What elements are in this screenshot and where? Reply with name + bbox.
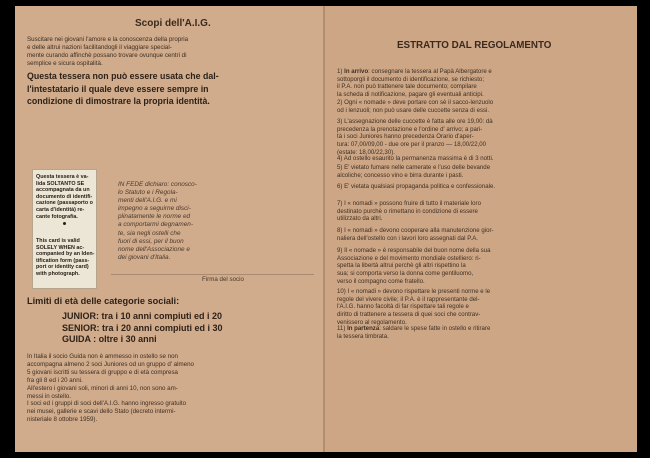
rule-item	[337, 247, 490, 286]
rule-number: 3)	[337, 118, 345, 125]
rule-item	[337, 200, 481, 223]
rule-item	[337, 227, 494, 242]
member-declaration: IN FEDE dichiaro: conosco- lo Statuto e i Regola- menti dell'A.I.G. e mi impegno a seguirne disci- plinatamente le norme ed a comportarmi degnamen- te, sia negli ostelli che fuori di essi, per il buon nome dell'Associazione e dei giovani d'Italia.	[118, 181, 197, 261]
age-categories: JUNIOR: tra i 10 anni compiuti ed i 20 SENIOR: tra i 20 anni compiuti ed i 30 GUIDA : oltre i 30 anni	[62, 311, 223, 344]
bullet-icon	[63, 222, 66, 225]
rule-item	[337, 99, 493, 114]
rule-number: 9)	[337, 247, 345, 254]
rule-text: : consegnare la tessera al Papà Albergatore e sottoporgli il documento di identificazione, se richiesto; il P.A. non può trattenere tale documento; compilare la scheda di notificazione, pagare gli eventuali anticipi.	[337, 68, 492, 99]
rule-item	[337, 325, 490, 340]
rule-lead: In arrivo	[344, 68, 369, 75]
regulations-title: ESTRATTO DAL REGOLAMENTO	[397, 40, 552, 51]
right-page	[325, 6, 637, 452]
rule-number: 1)	[337, 68, 345, 75]
rule-item	[337, 164, 490, 179]
rule-item	[337, 118, 493, 157]
validity-text-english: This card is valid SOLELY WHEN ac- companied by an Iden- tification form (pass- port or identity card) with photograph.	[36, 238, 95, 277]
rule-item	[337, 288, 490, 327]
rule-text: I « nomadi » devono cooperare alla manutenzione gior- naliera dell'ostello con i lavori loro assegnati dal P.A.	[337, 227, 494, 242]
age-limits-title: Limiti di età delle categorie sociali:	[27, 296, 180, 306]
validity-text-italian: Questa tessera è va- lida SOLTANTO SE accompagnata da un documento di identifi- cazione (passaporto o carta d'identità) re- cante fotografia.	[36, 174, 93, 220]
aims-title: Scopi dell'A.I.G.	[135, 18, 211, 29]
rule-text: Il « nomade » è responsabile del buon nome della sua Associazione e del movimento mondiale ostelliero: ri- spetta la libertà altrui perchè gli altri rispettino la sua; si comporta verso la donna come gentiluomo, verso il compagno come fratello.	[337, 247, 491, 285]
rule-text: Ad ostello esaurito la permanenza massima è di 3 notti.	[343, 155, 494, 162]
rule-text: Ogni « nomade » deve portare con sè il sacco-lenzuolo od i lenzuoli; non può usare delle cuccette senza di essi.	[337, 99, 494, 114]
membership-card	[15, 6, 637, 452]
rule-number: 10)	[337, 288, 348, 295]
rule-number: 6)	[337, 183, 345, 190]
rule-number: 7)	[337, 200, 345, 207]
rule-item	[337, 183, 495, 191]
rule-number: 11)	[337, 325, 348, 332]
rule-text: E' vietata qualsiasi propaganda politica e confessionale.	[344, 183, 496, 190]
rule-number: 2)	[337, 99, 345, 106]
signature-line	[111, 274, 314, 275]
rule-text: L'assegnazione delle cuccette è fatta alle ore 19,00: dà precedenza la prenotazione e l'ordine d' arrivo; a pari- tà i soci Juniores hanno precedenza Orario d'aper- tura: 07,00/09,00 - due ore per il pranzo — 18,00/22,00 (estate: 18,00/22,30).	[337, 118, 493, 156]
signature-label: Firma del socio	[202, 276, 244, 283]
rule-item	[337, 155, 494, 163]
rule-text: : saldare le spese fatte in ostello e ritirare la tessera timbrata.	[337, 325, 491, 340]
rules-footer: In Italia il socio Guida non è ammesso in ostello se non accompagna almeno 2 soci Juniores od un gruppo d' almeno 5 giovani iscritti su tessera di gruppo e di età compresa fra gli 8 ed i 20 anni. All'estero i giovani soli, minori di anni 10, non sono am- messi in ostello. I soci ed i gruppi di soci dell'A.I.G. hanno ingresso gratuito nei musei, gallerie e scavi dello Stato (decreto intermi- nisteriale 8 ottobre 1959).	[27, 353, 194, 424]
aims-text: Suscitare nei giovani l'amore e la conoscenza della propria e delle altrui nazioni facilitandogli il viaggiare special- mente curando affinchè possano trovare ovunque centri di semplice e sicura ospitalità.	[27, 36, 189, 67]
left-page	[15, 6, 324, 452]
rule-number: 4)	[337, 155, 344, 162]
rule-number: 5)	[337, 164, 345, 171]
identity-warning: Questa tessera non può essere usata che dal- l'intestatario il quale deve essere sempre in condizione di dimostrare la propria identità.	[27, 71, 219, 107]
rule-lead: In partenza	[347, 325, 380, 332]
rule-text: I « nomadi » devono rispettare le presenti norme e le regole del vivere civile; il P.A. è il rappresentante del- l'A.I.G. hanno facoltà di far rispettare tali regole e diritto di trattenere a tessera di quei soci che contrav- venissero al regolamento.	[337, 288, 491, 326]
rule-item	[337, 68, 492, 99]
rule-text: I « nomadi » possono fruire di tutto il materiale loro destinato purchè o rimettano in condizione di essere utilizzato da altri.	[337, 200, 481, 223]
validity-label	[32, 169, 97, 289]
rule-text: E' vietato fumare nelle camerate e l'uso delle bevande alcoliche; concesso vino e birra durante i pasti.	[337, 164, 491, 179]
rule-number: 8)	[337, 227, 345, 234]
